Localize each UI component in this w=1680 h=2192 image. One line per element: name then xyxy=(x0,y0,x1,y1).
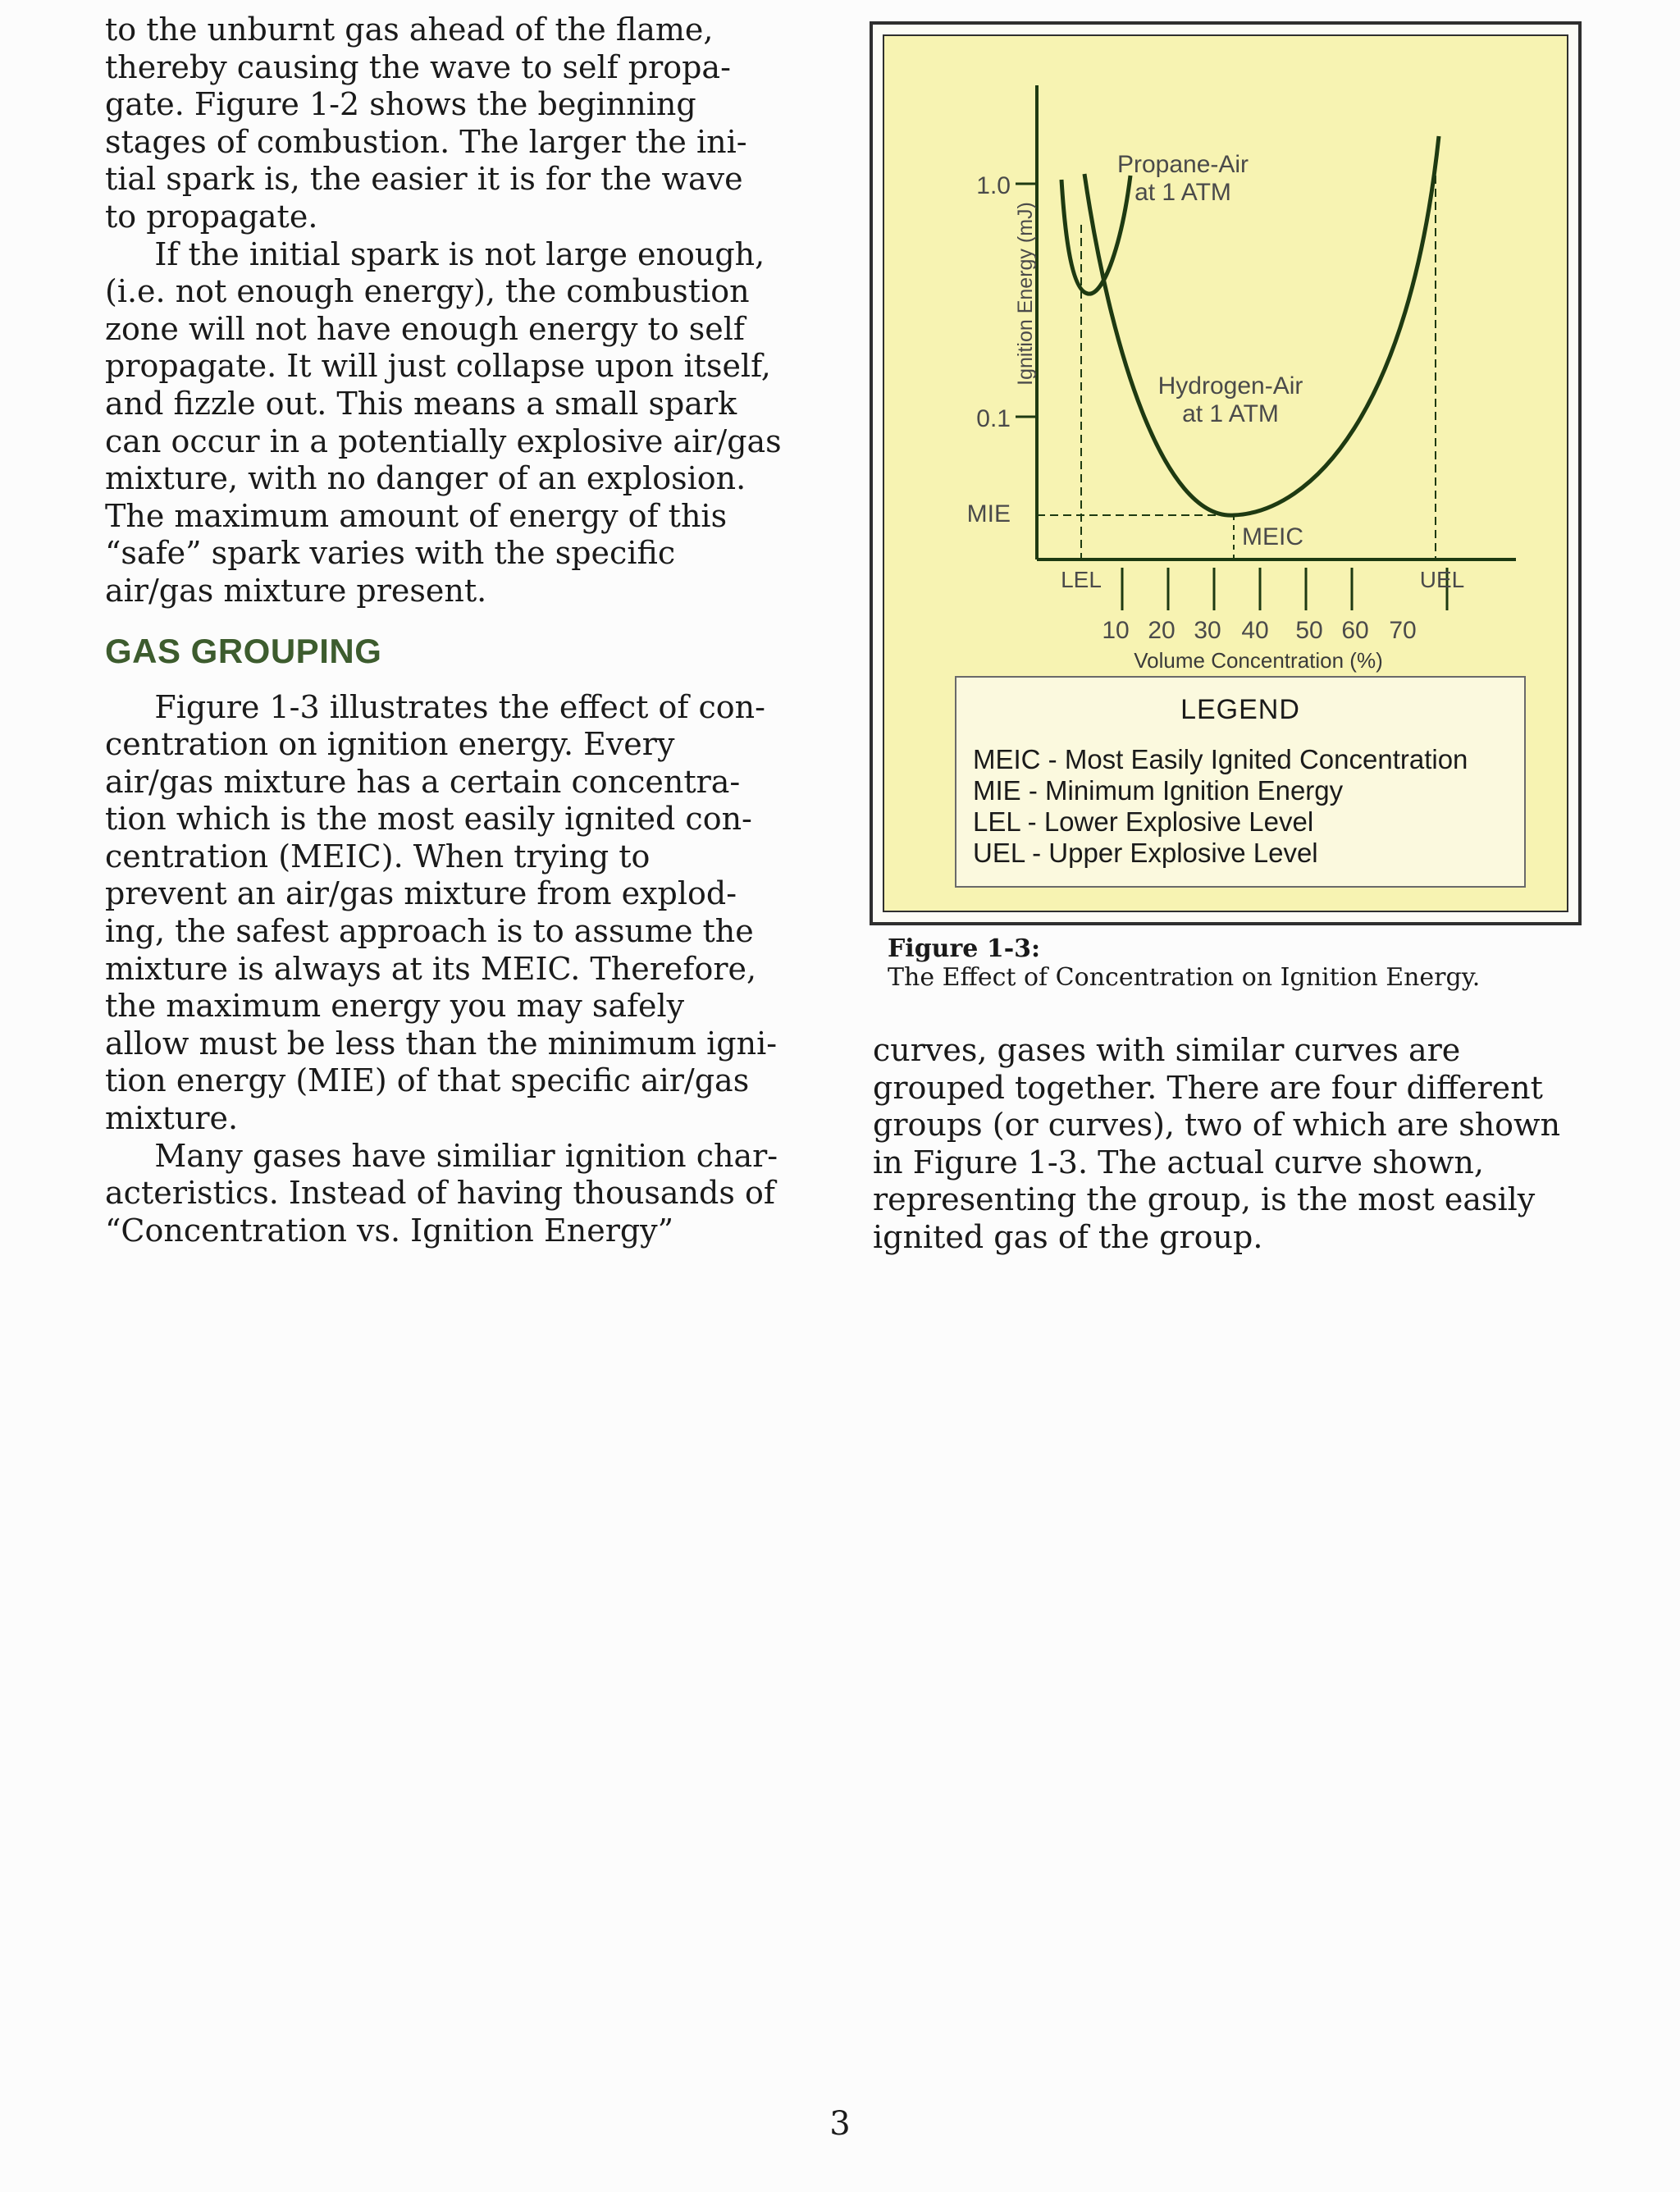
spark-energy-line: propagate. It will just collapse upon itself, xyxy=(105,348,771,385)
legend-box xyxy=(955,676,1526,888)
concentration-line: prevent an air/gas mixture from explod- xyxy=(105,875,737,912)
intro-line: thereby causing the wave to self propa- xyxy=(105,48,731,85)
intro-line: gate. Figure 1-2 shows the beginning xyxy=(105,86,696,123)
concentration-line: mixture is always at its MEIC. Therefore, xyxy=(105,950,757,987)
x-axis-label: Volume Concentration (%) xyxy=(1134,648,1383,673)
intro-line: stages of combustion. The larger the ini- xyxy=(105,123,747,160)
page-number: 3 xyxy=(829,2105,851,2143)
concentration-line: centration (MEIC). When trying to xyxy=(105,838,651,875)
x-tick-label-60: 60 xyxy=(1341,617,1369,644)
curves-grouped-line: in Figure 1-3. The actual curve shown, xyxy=(873,1144,1484,1180)
hydrogen-label-line2: at 1 ATM xyxy=(1182,400,1279,427)
concentration-line: centration on ignition energy. Every xyxy=(105,726,675,763)
concentration-line: allow must be less than the minimum igni- xyxy=(105,1025,778,1062)
propane-label-line1: Propane-Air xyxy=(1116,151,1249,178)
x-tick-label-40: 40 xyxy=(1241,617,1269,644)
legend-item-uel: UEL - Upper Explosive Level xyxy=(973,838,1318,868)
paragraph-curves-grouped xyxy=(873,1032,1578,1257)
spark-energy-line: If the initial spark is not large enough, xyxy=(105,235,765,272)
lel-label: LEL xyxy=(1061,567,1102,592)
paragraph-spark-energy xyxy=(105,236,819,610)
curves-grouped-line: grouped together. There are four different xyxy=(873,1069,1543,1106)
y-tick-label-0-1: 0.1 xyxy=(976,405,1011,432)
concentration-line: tion energy (MIE) of that specific air/gas xyxy=(105,1062,750,1099)
section-heading-gas-grouping: GAS GROUPING xyxy=(105,631,382,670)
uel-label: UEL xyxy=(1419,567,1465,592)
right-column xyxy=(873,1032,1578,1257)
concentration-line: air/gas mixture has a certain concentra- xyxy=(105,763,741,800)
meic-label: MEIC xyxy=(1242,523,1303,550)
curves-grouped-line: representing the group, is the most easily xyxy=(873,1181,1536,1218)
legend-item-lel: LEL - Lower Explosive Level xyxy=(973,806,1314,837)
curves-grouped-line: groups (or curves), two of which are shown xyxy=(873,1107,1561,1144)
figure-caption xyxy=(888,935,1593,993)
y-tick-label-mie: MIE xyxy=(966,500,1011,527)
spark-energy-line: zone will not have enough energy to self xyxy=(105,310,745,347)
x-tick-label-20: 20 xyxy=(1148,617,1176,644)
hydrogen-label-line1: Hydrogen-Air xyxy=(1157,372,1303,400)
legend-item-mie: MIE - Minimum Ignition Energy xyxy=(973,775,1344,806)
curves-grouped-line: curves, gases with similar curves are xyxy=(873,1032,1461,1068)
intro-line: tial spark is, the easier it is for the wave xyxy=(105,161,743,198)
caption-title: Figure 1-3: xyxy=(888,934,1041,963)
similar-gases-line: “Concentration vs. Ignition Energy” xyxy=(105,1212,674,1249)
figure-panel xyxy=(883,34,1568,912)
propane-label-line2: at 1 ATM xyxy=(1134,179,1231,206)
legend-item-meic: MEIC - Most Easily Ignited Concentration xyxy=(973,744,1468,774)
curves-grouped-line: ignited gas of the group. xyxy=(873,1218,1263,1255)
y-axis-label: Ignition Energy (mJ) xyxy=(1014,202,1037,386)
spark-energy-line: The maximum amount of energy of this xyxy=(105,497,728,534)
x-tick-label-30: 30 xyxy=(1194,617,1221,644)
similar-gases-line: acteristics. Instead of having thousands of xyxy=(105,1175,775,1212)
caption-text: The Effect of Concentration on Ignition Energy. xyxy=(888,963,1481,992)
y-tick-label-1: 1.0 xyxy=(976,172,1011,199)
spark-energy-line: “safe” spark varies with the specific xyxy=(105,535,676,572)
spark-energy-line: and fizzle out. This means a small spark xyxy=(105,385,737,422)
concentration-line: the maximum energy you may safely xyxy=(105,988,685,1025)
concentration-line: ing, the safest approach is to assume the xyxy=(105,913,754,950)
spark-energy-line: mixture, with no danger of an explosion. xyxy=(105,460,746,497)
x-tick-label-10: 10 xyxy=(1102,617,1130,644)
x-tick-label-50: 50 xyxy=(1295,617,1323,644)
figure-frame xyxy=(870,21,1582,925)
paragraph-similar-gases xyxy=(105,1138,819,1250)
concentration-line: mixture. xyxy=(105,1100,239,1137)
similar-gases-line: Many gases have similiar ignition char- xyxy=(105,1137,778,1174)
concentration-line: tion which is the most easily ignited con- xyxy=(105,801,752,838)
intro-line: to the unburnt gas ahead of the flame, xyxy=(105,11,714,48)
paragraph-concentration xyxy=(105,689,819,1138)
legend-title: LEGEND xyxy=(1180,694,1300,725)
x-tick-label-70: 70 xyxy=(1389,617,1417,644)
intro-line: to propagate. xyxy=(105,198,318,235)
spark-energy-line: air/gas mixture present. xyxy=(105,572,487,609)
left-column xyxy=(105,11,819,1249)
spark-energy-line: (i.e. not enough energy), the combustion xyxy=(105,273,750,310)
paragraph-intro xyxy=(105,11,819,236)
concentration-line: Figure 1-3 illustrates the effect of con- xyxy=(105,688,765,725)
spark-energy-line: can occur in a potentially explosive air/gas xyxy=(105,422,782,459)
